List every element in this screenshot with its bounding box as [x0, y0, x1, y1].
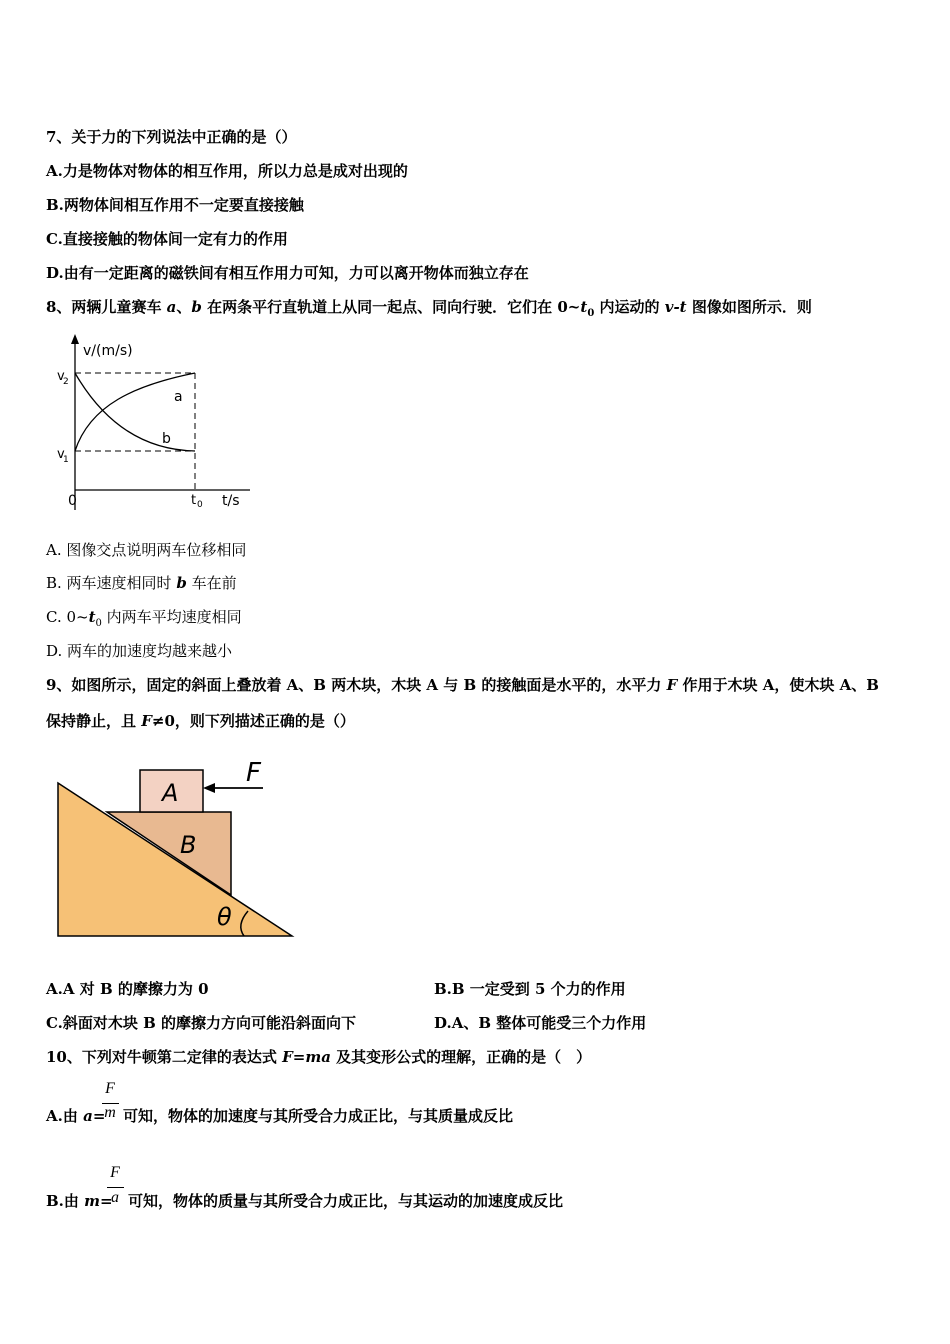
q9-option-c: C.斜面对木块 B 的摩擦力方向可能沿斜面向下 [46, 1014, 357, 1032]
q7-option-a: A.力是物体对物体的相互作用，所以力总是成对出现的 [46, 162, 408, 180]
curve-b [75, 373, 195, 451]
q10-option-b-post: 可知，物体的质量与其所受合力成正比，与其运动的加速度成反比 [128, 1192, 564, 1210]
v1-label: v [57, 447, 65, 462]
incline-figure [50, 755, 310, 945]
t0-label: t [191, 493, 197, 508]
q7-option-d: D.由有一定距离的磁铁间有相互作用力可知，力可以离开物体而独立存在 [46, 264, 529, 282]
q9-option-d: D.A、B 整体可能受三个力作用 [434, 1014, 647, 1032]
curve-b-label: b [162, 431, 171, 447]
q10-a-denominator: m [104, 1104, 116, 1121]
y-axis-label: v/(m/s) [83, 343, 133, 359]
q8-stem: 8、两辆儿童赛车 a、b 在两条平行直轨道上从同一起点、同向行驶．它们在 $0\sim t_0$ 内运动的 v-t 图像如图所示．则 [46, 298, 812, 319]
q7-option-c: C.直接接触的物体间一定有力的作用 [46, 230, 288, 248]
q7-stem: 7、关于力的下列说法中正确的是（） [46, 128, 297, 146]
origin-label: 0 [68, 493, 77, 509]
force-arrow-head [203, 783, 215, 793]
label-b: B [180, 831, 197, 859]
label-f: F [246, 758, 261, 788]
q7-option-b: B.两物体间相互作用不一定要直接接触 [46, 196, 304, 214]
v2-sub: 2 [63, 377, 69, 387]
q10-option-b-pre: B.由 m= [46, 1192, 113, 1210]
q10-option-a-pre: A.由 a= [46, 1107, 106, 1125]
q10-option-a-post: 可知，物体的加速度与其所受合力成正比，与其质量成反比 [123, 1107, 514, 1125]
q8-option-b: B. 两车速度相同时 b 车在前 [46, 574, 237, 592]
label-theta: θ [217, 903, 232, 931]
q9-stem-line2: 保持静止，且 F≠0，则下列描述正确的是（） [46, 712, 355, 730]
curve-a [75, 373, 195, 451]
q8-option-d: D. 两车的加速度均越来越小 [46, 642, 233, 660]
x-axis-label: t/s [222, 493, 240, 509]
q10-b-fraction-bar [107, 1187, 124, 1188]
y-axis-arrow [71, 334, 79, 344]
v2-label: v [57, 369, 65, 384]
q10-stem: 10、下列对牛顿第二定律的表达式 F=ma 及其变形公式的理解，正确的是（ ） [46, 1048, 592, 1066]
q8-option-c: C. $0\sim t_0$ 内两车平均速度相同 [46, 608, 242, 629]
q9-stem-line1: 9、如图所示，固定的斜面上叠放着 A、B 两木块，木块 A 与 B 的接触面是水平的，水平力 F 作用于木块 A，使木块 A、B [46, 676, 879, 694]
q8-option-a: A. 图像交点说明两车位移相同 [46, 541, 247, 559]
t0-sub: 0 [197, 500, 203, 510]
q10-b-numerator: F [110, 1164, 120, 1181]
label-a: A [162, 779, 179, 807]
curve-a-label: a [174, 389, 183, 405]
q10-a-numerator: F [105, 1080, 115, 1097]
q9-option-b: B.B 一定受到 5 个力的作用 [434, 980, 626, 998]
q9-option-a: A.A 对 B 的摩擦力为 0 [46, 980, 209, 998]
v1-sub: 1 [63, 455, 69, 465]
q10-b-denominator: a [111, 1189, 119, 1206]
vt-graph [50, 330, 260, 520]
